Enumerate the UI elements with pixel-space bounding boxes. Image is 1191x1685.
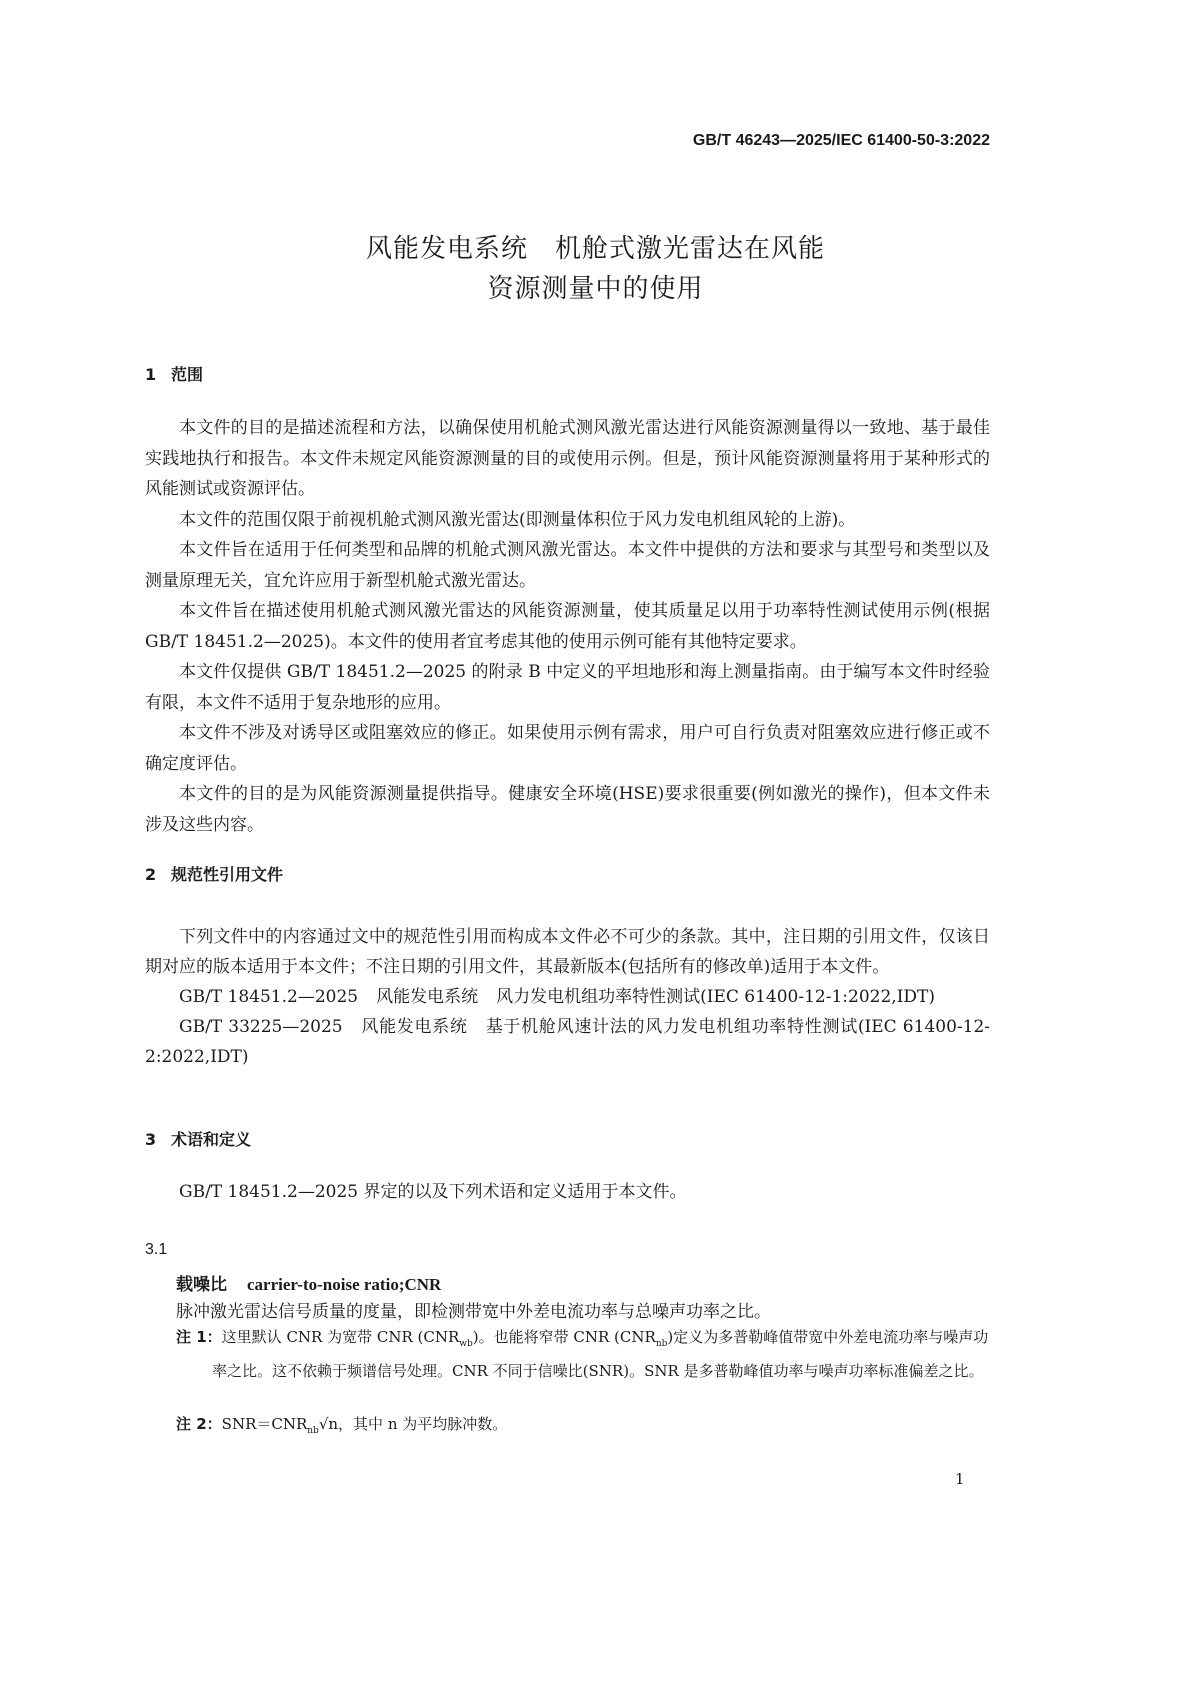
subscript: wb (459, 1339, 473, 1349)
reference-item (145, 1012, 990, 1072)
document-title-line-2: 资源测量中的使用 (487, 274, 704, 304)
term-english: carrier-to-noise ratio;CNR (247, 1275, 442, 1294)
note-label: 注 1： (176, 1328, 222, 1346)
paragraph: 本文件仅提供 GB/T 18451.2—2025 的附录 B 中定义的平坦地形和海上测量指南。由于编写本文件时经验有限，本文件不适用于复杂地形的应用。 (145, 662, 990, 713)
reference-series: 风能发电系统 (360, 1017, 468, 1037)
note-text: SNR＝CNR (221, 1415, 308, 1433)
reference-title: 风力发电机组功率特性测试(IEC 61400-12-1:2022,IDT) (496, 987, 936, 1007)
page-number: 1 (955, 1470, 965, 1488)
section-heading-scope (145, 362, 203, 385)
document-title-line-1: 风能发电系统 机舱式激光雷达在风能 (365, 234, 825, 264)
reference-item (145, 982, 990, 1012)
note-1 (176, 1324, 990, 1385)
subscript: nb (307, 1426, 319, 1436)
section-number: 3 (145, 1130, 157, 1149)
standard-number-header: GB/T 46243—2025/IEC 61400-50-3:2022 (692, 132, 990, 149)
paragraph: 本文件旨在描述使用机舱式测风激光雷达的风能资源测量，使其质量足以用于功率特性测试使用示例(根据 GB/T 18451.2—2025)。本文件的使用者宜考虑其他的使用示例可能有其他特定要求。 (145, 601, 990, 652)
term-chinese: 载噪比 (176, 1275, 227, 1295)
section-title: 规范性引用文件 (171, 865, 284, 884)
paragraph: 下列文件中的内容通过文中的规范性引用而构成本文件必不可少的条款。其中，注日期的引用文件，仅该日期对应的版本适用于本文件；不注日期的引用文件，其最新版本(包括所有的修改单)适用于本文件。 (145, 927, 990, 977)
section-title: 范围 (171, 365, 204, 384)
paragraph: 本文件的范围仅限于前视机舱式测风激光雷达(即测量体积位于风力发电机组风轮的上游)。 (179, 509, 856, 530)
paragraph: 本文件的目的是描述流程和方法，以确保使用机舱式测风激光雷达进行风能资源测量得以一致地、基于最佳实践地执行和报告。本文件未规定风能资源测量的目的或使用示例。但是，预计风能资源测量将用于某种形式的风能测试或资源评估。 (145, 418, 990, 499)
term-heading (176, 1270, 441, 1295)
reference-series: 风能发电系统 (376, 987, 479, 1007)
paragraph: 本文件的目的是为风能资源测量提供指导。健康安全环境(HSE)要求很重要(例如激光的操作)，但本文件未涉及这些内容。 (145, 784, 990, 835)
paragraph: 本文件旨在适用于任何类型和品牌的机舱式测风激光雷达。本文件中提供的方法和要求与其型号和类型以及测量原理无关，宜允许应用于新型机舱式激光雷达。 (145, 540, 990, 591)
term-definition: 脉冲激光雷达信号质量的度量，即检测带宽中外差电流功率与总噪声功率之比。 (176, 1302, 771, 1322)
reference-code: GB/T 33225—2025 (179, 1017, 343, 1037)
section-heading-normative-references (145, 862, 283, 885)
note-text: √n，其中 n 为平均脉冲数。 (318, 1415, 508, 1433)
subscript: nb (655, 1339, 668, 1349)
section-title: 术语和定义 (171, 1130, 252, 1149)
note-text: )。也能将窄带 CNR (CNR (472, 1328, 656, 1346)
paragraph: GB/T 18451.2—2025 界定的以及下列术语和定义适用于本文件。 (179, 1182, 687, 1202)
section-1-body (145, 413, 990, 840)
section-heading-terms (145, 1127, 251, 1150)
term-number: 3.1 (145, 1241, 168, 1258)
paragraph: 本文件不涉及对诱导区或阻塞效应的修正。如果使用示例有需求，用户可自行负责对阻塞效应进行修正或不确定度评估。 (145, 723, 990, 774)
section-2-body (145, 922, 990, 1072)
note-2 (176, 1411, 990, 1445)
reference-title: 基于机舱风速计法的风力发电机组功率特性测试(IEC 61400-12-2:2022,IDT) (145, 1017, 991, 1067)
reference-code: GB/T 18451.2—2025 (179, 987, 359, 1007)
note-text: 这里默认 CNR 为宽带 CNR (CNR (221, 1328, 460, 1346)
section-number: 2 (145, 865, 157, 884)
section-number: 1 (145, 365, 157, 384)
note-label: 注 2： (176, 1415, 222, 1433)
note-text: )定义为多普勒峰值带宽中外差电流功率与噪声功率之比。这不依赖于频谱信号处理。CNR 不同于信噪比(SNR)。SNR 是多普勒峰值功率与噪声功率标准偏差之比。 (212, 1328, 989, 1380)
